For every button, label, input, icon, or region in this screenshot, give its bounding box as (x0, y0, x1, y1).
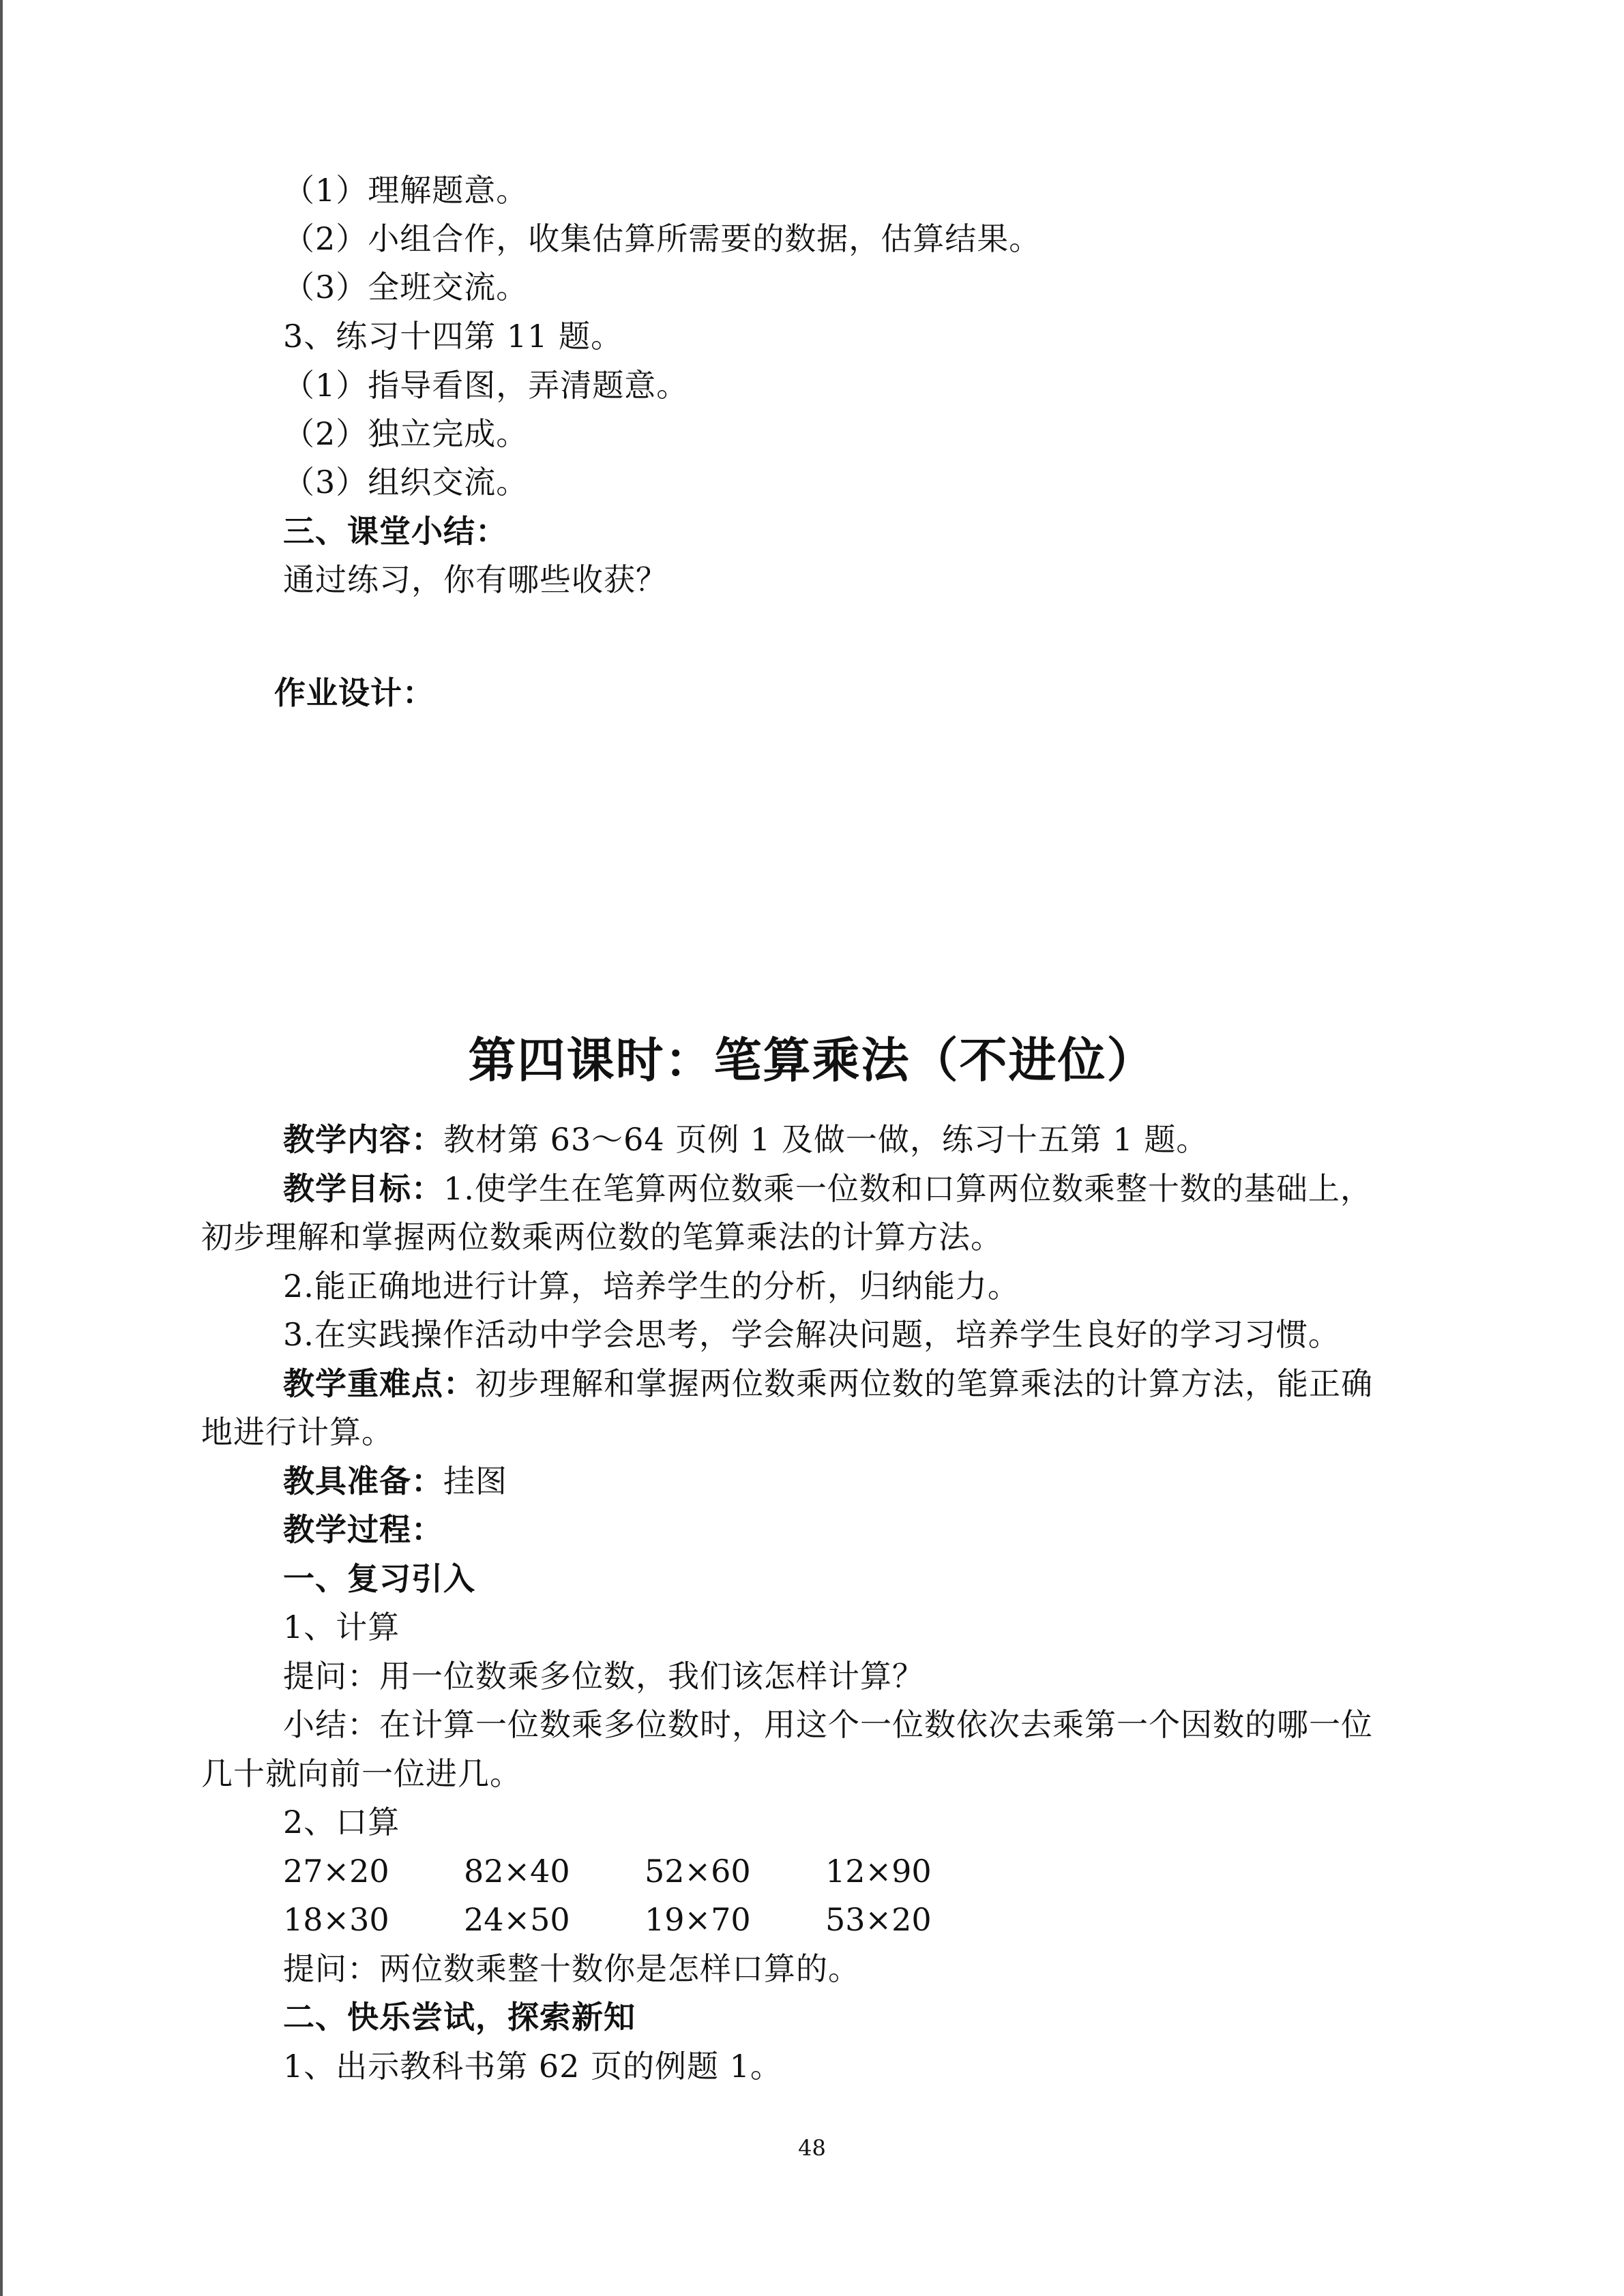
text-line: 2、口算 (283, 1804, 400, 1840)
text-line: （1）指导看图，弄清题意。 (283, 367, 689, 404)
text-line: （2）独立完成。 (283, 415, 529, 452)
content-text: 教材第 63～64 页例 1 及做一做，练习十五第 1 题。 (443, 1121, 1209, 1158)
text-line: 提问：用一位数乘多位数，我们该怎样计算？ (283, 1658, 924, 1695)
text-line: 提问：两位数乘整十数你是怎样口算的。 (283, 1950, 860, 1987)
page-left-edge (0, 0, 3, 2296)
oral-problem: 53×20 (825, 1901, 932, 1938)
goal-label: 教学目标： (283, 1170, 443, 1207)
oral-problem: 18×30 (283, 1901, 389, 1938)
tools-text: 挂图 (443, 1463, 507, 1500)
tools-line (283, 1462, 507, 1500)
text-line: 2.能正确地进行计算，培养学生的分析，归纳能力。 (283, 1268, 1020, 1304)
oral-problem: 19×70 (645, 1901, 751, 1938)
text-line: 1、出示教科书第 62 页的例题 1。 (283, 2048, 782, 2085)
section-heading: 一、复习引入 (283, 1560, 475, 1597)
section-heading: 二、快乐尝试，探索新知 (283, 1999, 636, 2036)
tools-label: 教具准备： (283, 1463, 443, 1500)
key-label: 教学重难点： (283, 1365, 475, 1402)
oral-problem: 82×40 (464, 1853, 570, 1890)
content-line (283, 1120, 1208, 1159)
text-line: 几十就向前一位进几。 (201, 1755, 522, 1792)
key-line (283, 1365, 1373, 1403)
goal-line (283, 1169, 1372, 1208)
text-line: 3、练习十四第 11 题。 (283, 318, 623, 355)
page-title: 第四课时：笔算乘法（不进位） (468, 1032, 1156, 1088)
oral-problem: 24×50 (464, 1901, 570, 1938)
text-line: （2）小组合作，收集估算所需要的数据，估算结果。 (283, 220, 1042, 257)
homework-label: 作业设计： (274, 674, 434, 711)
text-line: （1）理解题意。 (283, 172, 529, 209)
text-line: 初步理解和掌握两位数乘两位数的笔算乘法的计算方法。 (201, 1219, 1003, 1255)
text-line: （3）组织交流。 (283, 464, 529, 501)
key-text: 初步理解和掌握两位数乘两位数的笔算乘法的计算方法，能正确 (475, 1365, 1373, 1402)
text-line: 1、计算 (283, 1609, 400, 1645)
text-line: 小结：在计算一位数乘多位数时，用这个一位数依次去乘第一个因数的哪一位 (283, 1706, 1373, 1743)
oral-problem: 12×90 (825, 1853, 932, 1890)
oral-problem: 52×60 (645, 1853, 751, 1890)
content-label: 教学内容： (283, 1121, 443, 1158)
process-label: 教学过程： (283, 1511, 443, 1548)
oral-problem: 27×20 (283, 1853, 389, 1890)
text-line: （3）全班交流。 (283, 269, 529, 305)
text-line: 3.在实践操作活动中学会思考，学会解决问题，培养学生良好的学习习惯。 (283, 1316, 1340, 1353)
text-line: 地进行计算。 (201, 1414, 394, 1450)
page-number: 48 (798, 2135, 826, 2161)
goal-text: 1.使学生在笔算两位数乘一位数和口算两位数乘整十数的基础上， (443, 1170, 1372, 1207)
text-line: 通过练习，你有哪些收获？ (283, 561, 668, 598)
section-heading: 三、课堂小结： (283, 513, 507, 550)
